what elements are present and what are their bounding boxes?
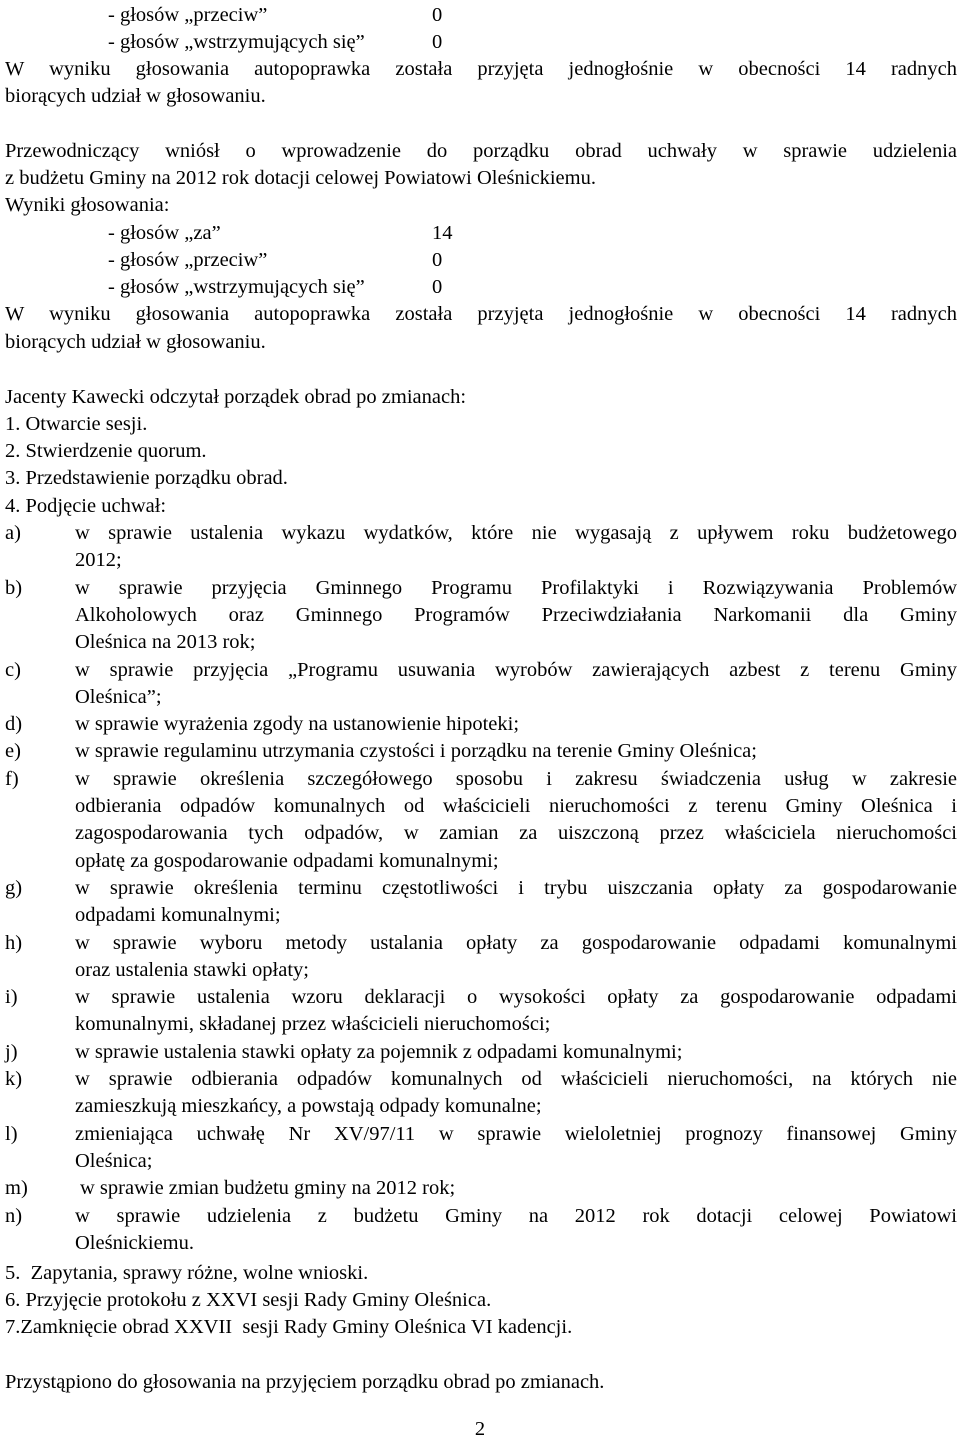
resolution-item	[75, 766, 957, 875]
vote-label: - głosów „wstrzymujących się”	[108, 31, 365, 53]
resolution-item-line: komunalnymi, składanej przez właścicieli nieruchomości;	[75, 1013, 551, 1036]
agenda-item-1: 1. Otwarcie sesji.	[5, 413, 148, 435]
resolution-item-letter: a)	[5, 522, 21, 544]
vote-value: 0	[432, 276, 443, 298]
resolution-item	[75, 1039, 957, 1066]
vote-value: 0	[432, 31, 443, 53]
result-paragraph-line: W wyniku głosowania autopoprawka została przyjęta jednogłośnie w obecności 14 radnych	[5, 58, 957, 80]
resolution-item	[75, 657, 957, 712]
resolution-item-line: w sprawie przyjęcia „Programu usuwania wyrobów zawierających azbest z terenu Gminy	[75, 658, 957, 681]
resolution-item	[75, 875, 957, 930]
resolution-item-line: w sprawie ustalenia stawki opłaty za pojemnik z odpadami komunalnymi;	[75, 1040, 683, 1063]
resolution-item-line: zagospodarowania tych odpadów, w zamian za uiszczoną przez właściciela nieruchomości	[75, 822, 957, 845]
resolution-item-line: opłatę za gospodarowanie odpadami komunalnymi;	[75, 849, 499, 872]
vote-label: - głosów „przeciw”	[108, 249, 268, 271]
resolution-item-line: w sprawie określenia terminu częstotliwości i trybu uiszczania opłaty za gospodarowanie	[75, 876, 957, 899]
resolution-item-line: w sprawie wyboru metody ustalania opłaty za gospodarowanie odpadami komunalnymi	[75, 931, 957, 954]
agenda-item-3: 3. Przedstawienie porządku obrad.	[5, 467, 288, 489]
motion-paragraph-line: z budżetu Gminy na 2012 rok dotacji celowej Powiatowi Oleśnickiemu.	[5, 167, 596, 189]
resolution-item-letter: h)	[5, 931, 23, 954]
resolution-item-line: Oleśnica;	[75, 1149, 153, 1172]
motion-paragraph-line: Przewodniczący wniósł o wprowadzenie do porządku obrad uchwały w sprawie udzielenia	[5, 140, 957, 162]
resolution-item-line: w sprawie ustalenia wzoru deklaracji o wysokości opłaty za gospodarowanie odpadami	[75, 986, 957, 1009]
resolution-item-line: Alkoholowych oraz Gminnego Programów Przeciwdziałania Narkomanii dla Gminy	[75, 603, 957, 626]
agenda-item-6: 6. Przyjęcie protokołu z XXVI sesji Rady Gminy Oleśnica.	[5, 1289, 492, 1311]
resolution-item-letter: b)	[5, 576, 23, 599]
result-paragraph-line: biorących udział w głosowaniu.	[5, 85, 266, 107]
resolution-item	[75, 738, 957, 765]
resolution-item	[75, 1121, 957, 1176]
resolution-item-line: w sprawie udzielenia z budżetu Gminy na 2012 rok dotacji celowej Powiatowi	[75, 1204, 957, 1227]
vote-value: 14	[432, 222, 453, 244]
resolution-item-line: odbierania odpadów komunalnych od właścicieli nieruchomości z terenu Gminy Oleśnica i	[75, 794, 957, 817]
resolution-item-letter: e)	[5, 740, 21, 763]
resolution-item	[75, 575, 957, 657]
vote-label: - głosów „za”	[108, 222, 221, 244]
resolution-item	[75, 1203, 957, 1258]
resolution-item-line: w sprawie odbierania odpadów komunalnych od właścicieli nieruchomości, na których nie	[75, 1068, 957, 1090]
resolution-item-line: w sprawie regulaminu utrzymania czystości i porządku na terenie Gminy Oleśnica;	[75, 740, 757, 763]
resolution-item-letter: c)	[5, 658, 21, 681]
resolution-item-letter: j)	[5, 1040, 18, 1063]
resolution-item	[75, 930, 957, 985]
resolution-item-line: Oleśnica”;	[75, 685, 162, 708]
resolution-item-line: w sprawie przyjęcia Gminnego Programu Profilaktyki i Rozwiązywania Problemów	[75, 576, 957, 599]
vote-label: - głosów „wstrzymujących się”	[108, 276, 365, 298]
result-paragraph-line: biorących udział w głosowaniu.	[5, 331, 266, 353]
resolution-item-line: Oleśnickiemu.	[75, 1231, 194, 1254]
resolution-item	[75, 984, 957, 1039]
resolution-item-line: oraz ustalenia stawki opłaty;	[75, 958, 309, 981]
resolution-item-letter: l)	[5, 1122, 18, 1145]
resolution-item	[80, 1175, 960, 1202]
resolution-item-line: zmieniająca uchwałę Nr XV/97/11 w sprawie wieloletniej prognozy finansowej Gminy	[75, 1122, 957, 1145]
closing-statement: Przystąpiono do głosowania na przyjęciem porządku obrad po zmianach.	[5, 1371, 605, 1393]
resolution-item-line: w sprawie określenia szczegółowego sposobu i zakresu świadczenia usług w zakresie	[75, 767, 957, 790]
vote-value: 0	[432, 249, 443, 271]
resolution-item-letter: d)	[5, 713, 23, 736]
agenda-item-5: 5. Zapytania, sprawy różne, wolne wnioski.	[5, 1262, 369, 1284]
agenda-intro: Jacenty Kawecki odczytał porządek obrad po zmianach:	[5, 386, 467, 408]
resolution-item-letter: f)	[5, 767, 19, 790]
resolution-item-line: w sprawie wyrażenia zgody na ustanowienie hipoteki;	[75, 713, 520, 736]
resolution-item-line: Oleśnica na 2013 rok;	[75, 631, 256, 654]
resolution-item-letter: m)	[5, 1177, 28, 1200]
agenda-item-2: 2. Stwierdzenie quorum.	[5, 440, 207, 462]
resolution-item	[75, 1066, 957, 1121]
resolution-item-letter: i)	[5, 986, 18, 1009]
vote-label: - głosów „przeciw”	[108, 4, 268, 26]
resolution-item-line: zamieszkują mieszkańcy, a powstają odpady komunalne;	[75, 1095, 542, 1118]
resolution-item-line: odpadami komunalnymi;	[75, 904, 281, 927]
vote-value: 0	[432, 4, 443, 26]
resolution-item	[75, 711, 957, 738]
resolution-item-line: w sprawie zmian budżetu gminy na 2012 rok;	[80, 1177, 456, 1200]
result-paragraph-line: W wyniku głosowania autopoprawka została przyjęta jednogłośnie w obecności 14 radnych	[5, 303, 957, 325]
resolution-item-letter: k)	[5, 1068, 23, 1090]
resolution-item	[75, 520, 957, 575]
agenda-item-7: 7.Zamknięcie obrad XXVII sesji Rady Gminy Oleśnica VI kadencji.	[5, 1316, 573, 1338]
resolution-item-line: w sprawie ustalenia wykazu wydatków, które nie wygasają z upływem roku budżetowego	[75, 522, 957, 544]
resolution-item-line: 2012;	[75, 549, 122, 572]
results-heading: Wyniki głosowania:	[5, 194, 170, 216]
resolution-item-letter: n)	[5, 1204, 23, 1227]
resolution-item-letter: g)	[5, 876, 23, 899]
page-number: 2	[474, 1418, 486, 1440]
agenda-item-4: 4. Podjęcie uchwał:	[5, 495, 167, 517]
